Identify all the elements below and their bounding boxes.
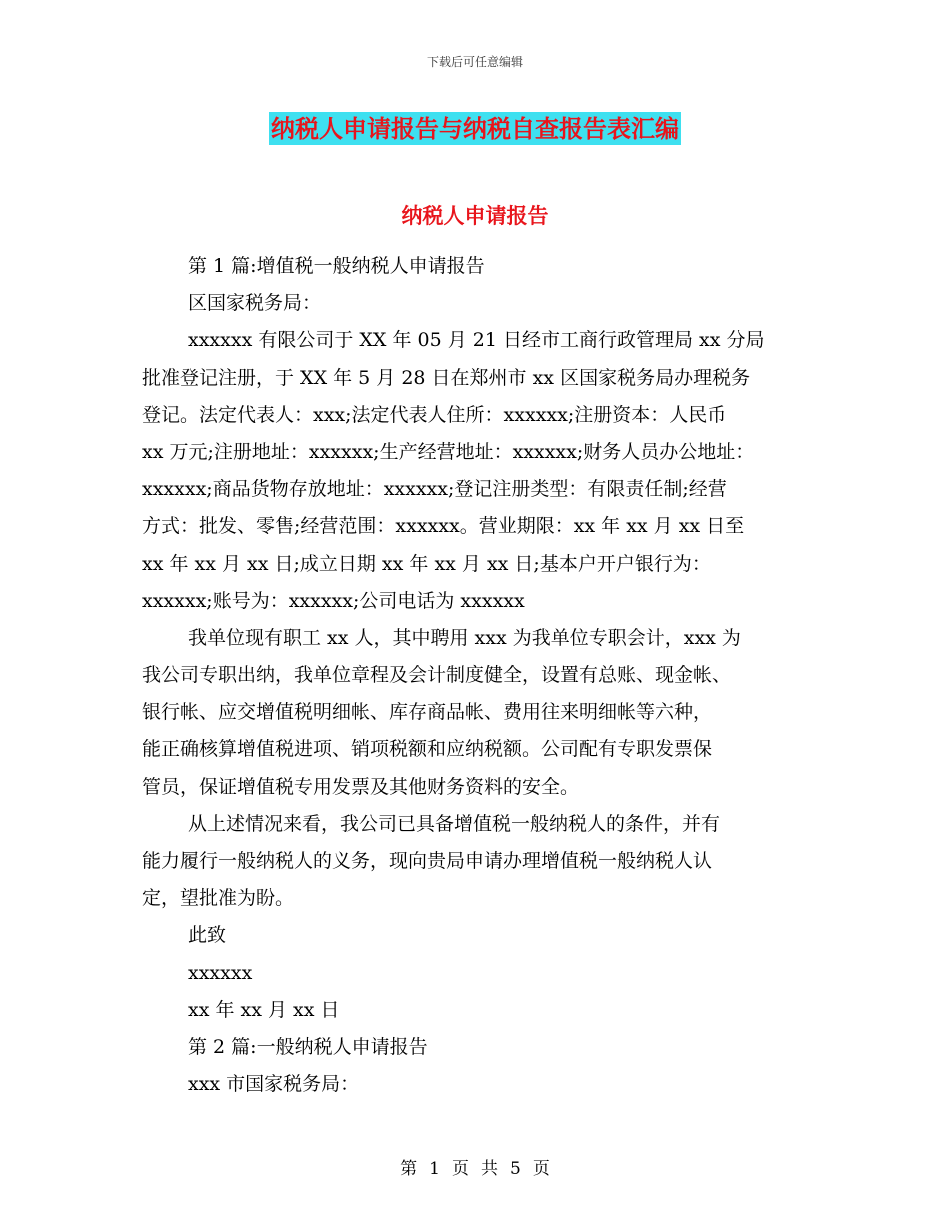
body-line: xxx 市国家税务局：	[188, 1073, 360, 1096]
body-line: xx 万元;注册地址：xxxxxx;生产经营地址：xxxxxx;财务人员办公地址：	[142, 440, 755, 463]
body-line: xx 年 xx 月 xx 日;成立日期 xx 年 xx 月 xx 日;基本户开户银行为：	[142, 552, 711, 575]
header-note: 下载后可任意编辑	[426, 55, 523, 69]
body-line: 批准登记注册，于 XX 年 5 月 28 日在郑州市 xx 区国家税务局办理税务	[142, 366, 751, 389]
body-line: 第 1 篇:增值税一般纳税人申请报告	[188, 255, 485, 277]
body-line: 能正确核算增值税进项、销项税额和应纳税额。公司配有专职发票保	[142, 738, 713, 761]
body-line: xxxxxx;账号为：xxxxxx;公司电话为 xxxxxx	[142, 589, 525, 612]
document-title-text: 纳税人申请报告与纳税自查报告表汇编	[271, 114, 679, 143]
body-line: 从上述情况来看，我公司已具备增值税一般纳税人的条件，并有	[188, 812, 721, 835]
document-title	[0, 112, 950, 146]
page-footer	[0, 1154, 950, 1179]
section-title: 纳税人申请报告	[401, 203, 549, 228]
footer-total-prefix: 共	[481, 1159, 498, 1179]
body-line: 定，望批准为盼。	[142, 887, 295, 910]
body-line: xxxxxx	[188, 961, 253, 984]
footer-page-number: 1	[429, 1159, 440, 1179]
body-line: 银行帐、应交增值税明细帐、库存商品帐、费用往来明细帐等六种，	[142, 701, 713, 724]
body-line: 我单位现有职工 xx 人，其中聘用 xxx 为我单位专职会计，xxx 为	[188, 626, 741, 649]
document-body	[142, 248, 822, 1103]
body-line: xxxxxx 有限公司于 XX 年 05 月 21 日经市工商行政管理局 xx 分局	[188, 329, 765, 352]
body-line: 管员，保证增值税专用发票及其他财务资料的安全。	[142, 775, 580, 798]
body-line: 我公司专职出纳，我单位章程及会计制度健全，设置有总账、现金帐、	[142, 664, 732, 687]
body-line: 能力履行一般纳税人的义务，现向贵局申请办理增值税一般纳税人认	[142, 850, 713, 872]
body-line: xx 年 xx 月 xx 日	[188, 998, 340, 1021]
footer-prefix: 第	[400, 1159, 418, 1179]
footer-total-pages: 5	[510, 1159, 521, 1179]
body-line: 第 2 篇:一般纳税人申请报告	[188, 1035, 428, 1058]
footer-mid: 页	[452, 1159, 469, 1179]
body-line: xxxxxx;商品货物存放地址：xxxxxx;登记注册类型：有限责任制;经营	[142, 478, 727, 501]
body-line: 登记。法定代表人：xxx;法定代表人住所：xxxxxx;注册资本：人民币	[142, 403, 727, 426]
body-line: 区国家税务局：	[188, 292, 322, 315]
body-line: 方式：批发、零售;经营范围：xxxxxx。营业期限：xx 年 xx 月 xx 日至	[142, 515, 745, 538]
body-line: 此致	[188, 924, 227, 947]
footer-suffix: 页	[532, 1159, 550, 1179]
